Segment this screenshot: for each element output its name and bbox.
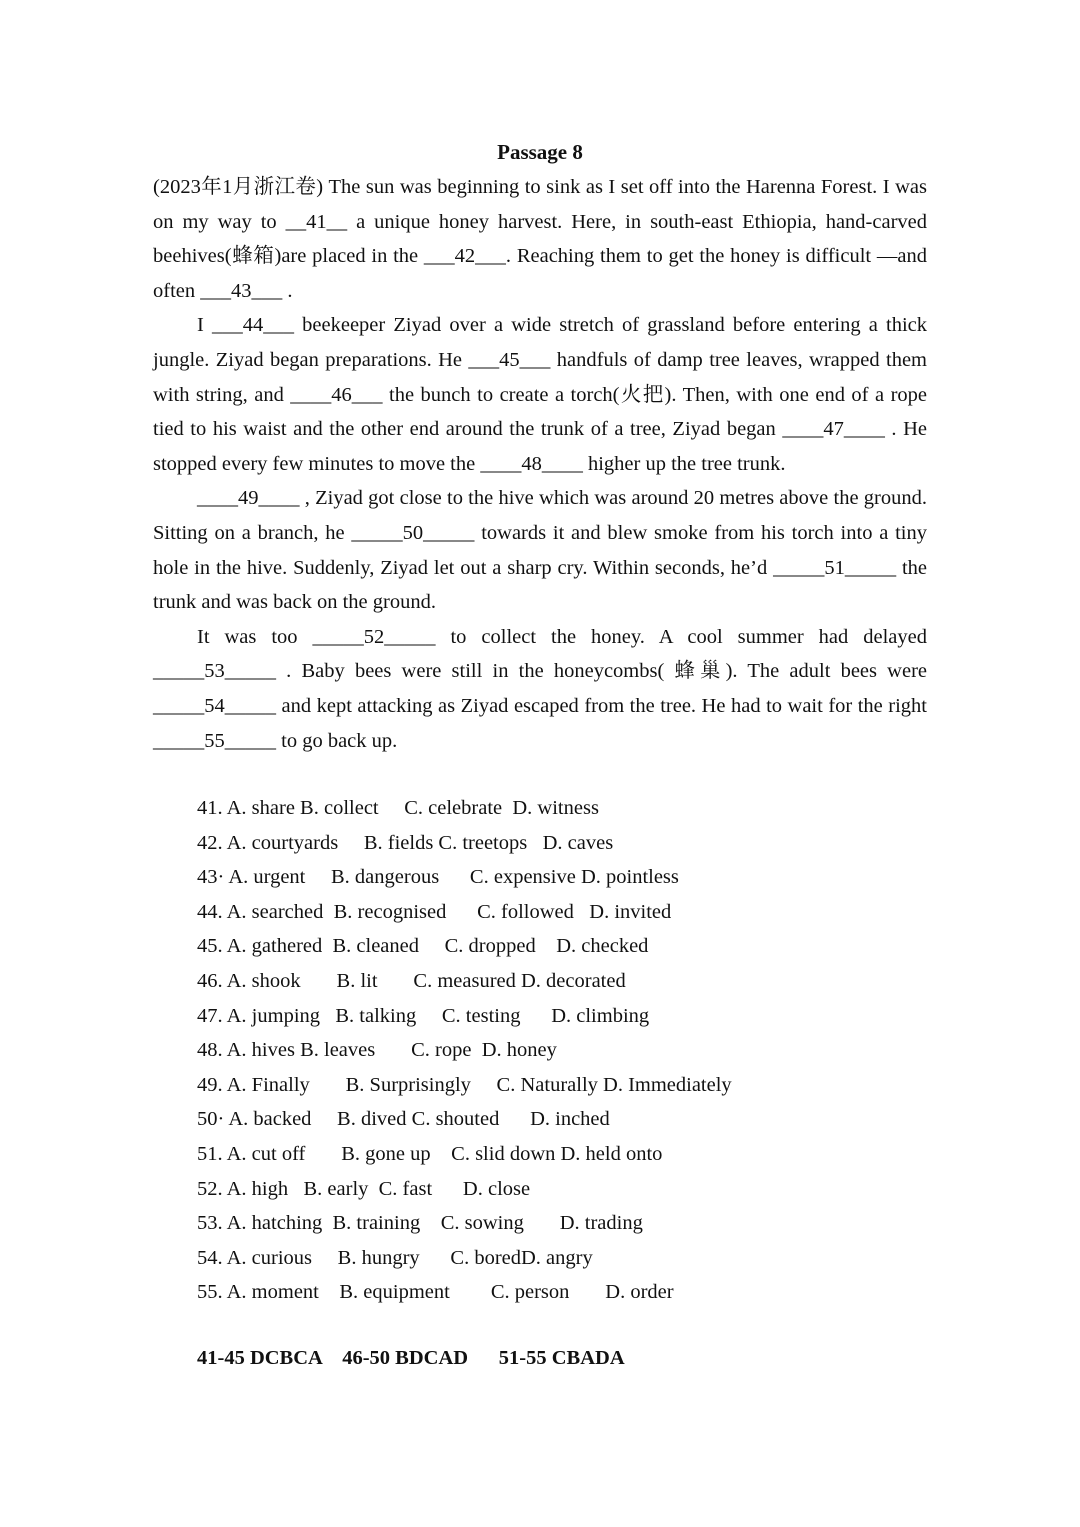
options-list: [197, 791, 897, 1310]
option-51: 51. A. cut off B. gone up C. slid down D. held onto: [197, 1142, 663, 1165]
paragraph-1: (2023年1月浙江卷) The sun was beginning to sink as I set off into the Harenna Forest. I was on my way to __41__ a unique honey harvest. Here, in south-east Ethiopia, hand-carved beehives(蜂箱)are placed in the ___42___. Reaching them to get the honey is difficult —and often ___43___ .: [153, 176, 927, 302]
option-45: 45. A. gathered B. cleaned C. dropped D. checked: [197, 935, 649, 958]
option-41: 41. A. share B. collect C. celebrate D. witness: [197, 797, 599, 819]
answer-key: 41-45 DCBCA 46-50 BDCAD 51-55 CBADA: [197, 1347, 625, 1369]
option-49: 49. A. Finally B. Surprisingly C. Naturally D. Immediately: [197, 1073, 732, 1096]
passage-title: Passage 8: [497, 140, 583, 164]
option-53: 53. A. hatching B. training C. sowing D. trading: [197, 1212, 643, 1235]
option-46: 46. A. shook B. lit C. measured D. decorated: [197, 969, 626, 992]
paragraph-2: I ___44___ beekeeper Ziyad over a wide stretch of grassland before entering a thick jungle. Ziyad began preparations. He ___45___ handfuls of damp tree leaves, wrapped them with string, and ____46___ the bunch to create a torch(火把). Then, with one end of a rope tied to his waist and the other end around the trunk of a tree, Ziyad began ____47____ . He stopped every few minutes to move the ____48____ higher up the tree trunk.: [153, 314, 927, 475]
option-55: 55. A. moment B. equipment C. person D. order: [197, 1281, 674, 1304]
option-48: 48. A. hives B. leaves C. rope D. honey: [197, 1039, 557, 1062]
option-47: 47. A. jumping B. talking C. testing D. climbing: [197, 1004, 650, 1027]
paragraph-3: ____49____ , Ziyad got close to the hive which was around 20 metres above the ground. Sitting on a branch, he _____50_____ towards it and blew smoke from his torch into a tiny hole in the hive. Suddenly, Ziyad let out a sharp cry. Within seconds, he’d _____51_____ the trunk and was back on the ground.: [153, 487, 927, 614]
option-52: 52. A. high B. early C. fast D. close: [197, 1177, 531, 1200]
paragraph-4: It was too _____52_____ to collect the honey. A cool summer had delayed _____53_____ . Baby bees were still in the honeycombs( 蜂巢). The adult bees were _____54_____ and kept attacking as Ziyad escaped from the tree. He had to wait for the right _____55_____ to go back up.: [153, 625, 927, 752]
passage-body: [153, 170, 927, 758]
option-50: 50· A. backed B. dived C. shouted D. inched: [197, 1108, 610, 1131]
option-42: 42. A. courtyards B. fields C. treetops D. caves: [197, 831, 614, 854]
option-54: 54. A. curious B. hungry C. boredD. angry: [197, 1246, 593, 1269]
option-43: 43· A. urgent B. dangerous C. expensive D. pointless: [197, 866, 679, 889]
option-44: 44. A. searched B. recognised C. followed D. invited: [197, 900, 672, 923]
